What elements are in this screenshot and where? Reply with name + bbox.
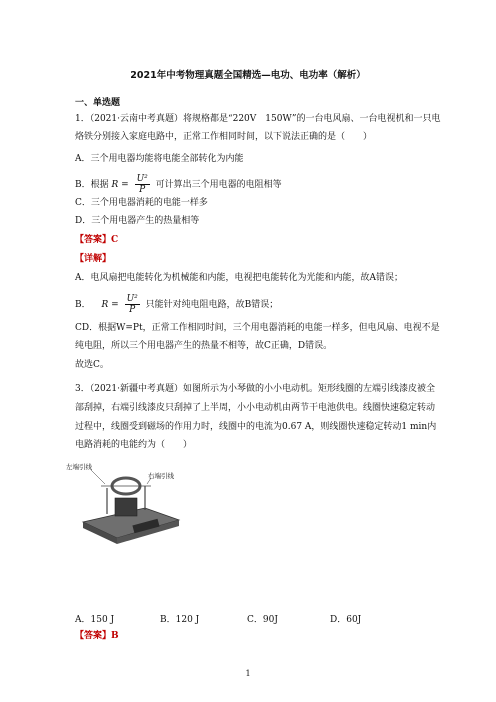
q1-detail-b-numerator: U² <box>126 294 138 304</box>
q3-stem-line3: 过程中，线圈受到磁场的作用力时，线圈中的电流为0.67 A，则线圈快速稳定转动1 min内 <box>75 422 437 432</box>
q1-detail-a: A．电风扇把电能转化为机械能和内能，电视把电能转化为光能和内能，故A错误； <box>75 273 404 283</box>
page-number: 1 <box>245 669 251 678</box>
q1-option-b-fraction <box>135 174 150 195</box>
q3-option-b: B．120 J <box>160 615 200 625</box>
q1-option-c: C．三个用电器消耗的电能一样多 <box>75 198 208 208</box>
q3-stem-line2: 部刮掉，右端引线漆皮只刮掉了上半周，小小电动机由两节干电池供电。线圈快速稳定转动 <box>75 403 436 413</box>
q1-detail-cd-line2: 纯电阻，所以三个用电器产生的热量不相等，故C正确，D错误。 <box>75 341 333 351</box>
q1-detail-b-suffix: 只能针对纯电阻电路，故B错误； <box>145 300 279 310</box>
q3-option-a: A．150 J <box>75 615 115 625</box>
fig-label-right: 右端引线 <box>148 472 174 480</box>
q3-stem-line4: 电路消耗的电能约为（ ） <box>75 440 193 450</box>
q1-detail-cd-line1: CD．根据W=Pt，正常工作相同时间，三个用电器消耗的电能一样多，但电风扇、电视不是 <box>75 323 440 333</box>
q1-detail-b-denominator: P <box>129 305 136 315</box>
q3-option-d: D．60J <box>330 615 362 625</box>
q1-option-b: B．根据 R = $\frac{\text{U²}}{P}$ 可计算出三个用电器的电阻相等 <box>75 174 282 195</box>
q1-option-b-numerator: U² <box>136 174 148 184</box>
magnet <box>115 498 137 516</box>
section-heading: 一、单选题 <box>75 98 121 108</box>
q3-option-c: C．90J <box>247 615 278 625</box>
q3-answer: 【答案】B <box>75 631 119 641</box>
q1-stem-line2: 烙铁分别接入家庭电路中，正常工作相同时间，以下说法正确的是（ ） <box>75 132 373 142</box>
q1-option-b-formula-lhs: R <box>111 180 119 190</box>
q1-option-b-suffix: 可计算出三个用电器的电阻相等 <box>155 180 282 190</box>
fig-label-left: 左端引线 <box>66 463 92 471</box>
left-lead-pointer <box>91 470 105 484</box>
q1-detail-b: B． R = $\frac{\text{U²}}{P}$ 只能针对纯电阻电路，故B错误； <box>75 294 279 315</box>
q1-option-b-denominator: P <box>139 185 146 195</box>
q1-option-d: D．三个用电器产生的热量相等 <box>75 216 200 226</box>
q3-stem-line1: 3．（2021·新疆中考真题）如图所示为小琴做的小小电动机。矩形线圈的左端引线漆皮被全 <box>75 384 435 394</box>
q1-stem-line1: 1．（2021·云南中考真题）将规格都是“220V 150W”的一台电风扇、一台电视机和一只电 <box>75 114 441 124</box>
q1-option-a: A．三个用电器均能将电能全部转化为内能 <box>75 154 244 164</box>
q1-detail-b-lhs: R <box>101 300 109 310</box>
q1-detail-b-prefix: B． <box>75 300 91 310</box>
q1-option-b-prefix: B．根据 <box>75 180 109 190</box>
q1-detail-label: 【详解】 <box>75 254 112 264</box>
q1-conclusion: 故选C。 <box>75 360 109 370</box>
document-title: 2021年中考物理真题全国精选—电功、电功率（解析） <box>130 70 366 81</box>
q1-answer: 【答案】C <box>75 235 119 245</box>
q1-detail-b-fraction <box>125 294 140 315</box>
